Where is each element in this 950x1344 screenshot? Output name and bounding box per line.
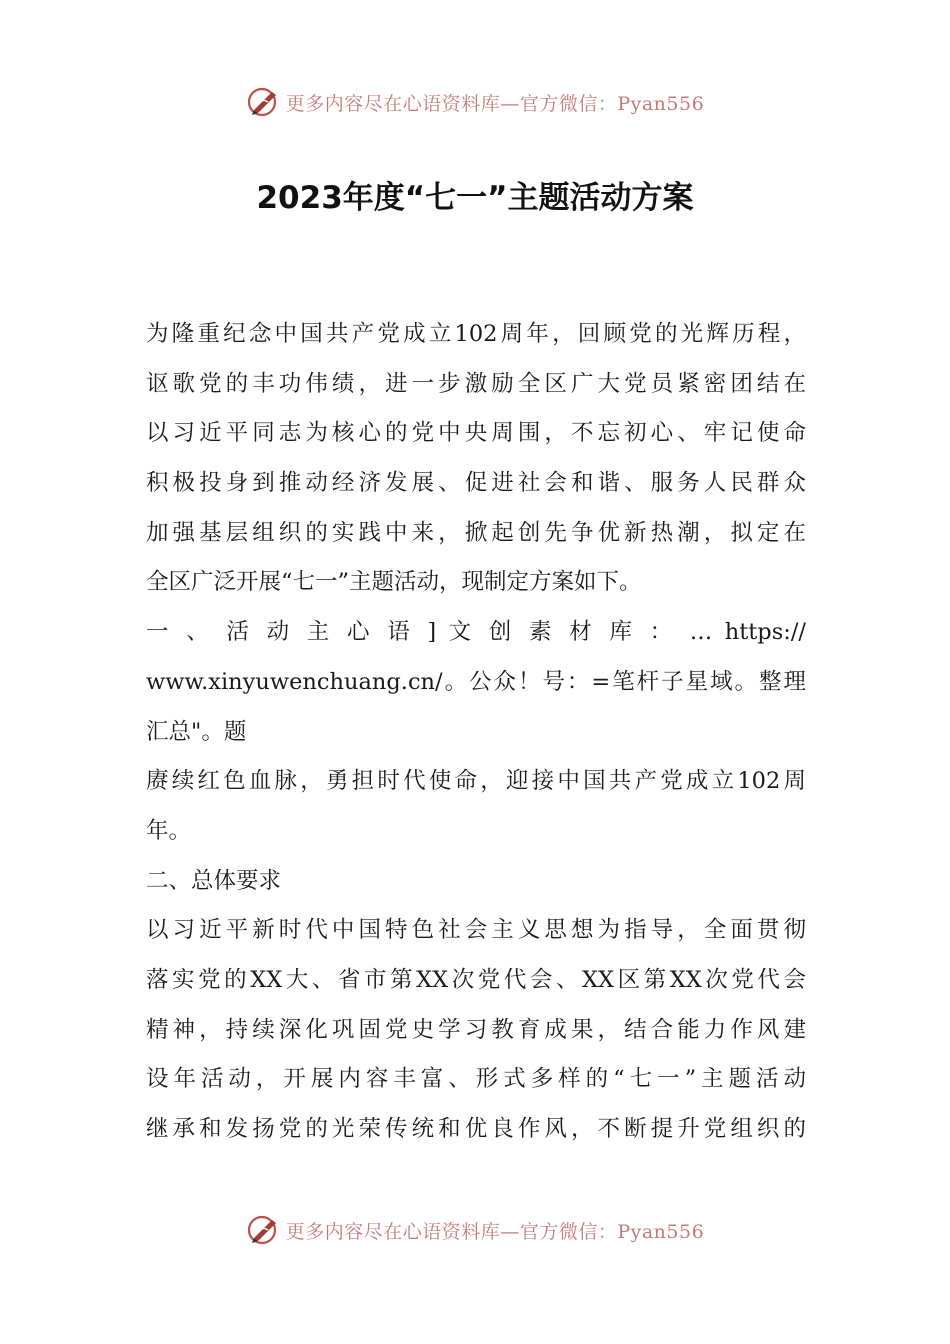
body-line: 汇总"。题	[146, 718, 247, 745]
pen-logo-icon	[246, 1212, 282, 1248]
document-title: 2023年度“七一”主题活动方案	[256, 180, 694, 216]
watermark-banner-top	[0, 82, 950, 122]
body-line: 以习近平同志为核心的党中央周围，不忘初心、牢记使命	[146, 420, 806, 447]
pen-logo-icon	[246, 84, 282, 120]
body-line: 为隆重纪念中国共产党成立102周年，回顾党的光辉历程，	[146, 321, 806, 347]
body-line: 积极投身到推动经济发展、促进社会和谐、服务人民群众	[146, 470, 806, 497]
body-line: 落实党的XX大、省市第XX次党代会、XX区第XX次党代会	[146, 966, 806, 993]
watermark-banner-bottom	[0, 1210, 950, 1250]
document-body	[146, 310, 806, 1155]
body-line: 继承和发扬党的光荣传统和优良作风，不断提升党组织的	[146, 1116, 806, 1142]
body-line: 全区广泛开展“七一”主题活动，现制定方案如下。	[146, 569, 642, 596]
body-line: 精神，持续深化巩固党史学习教育成果，结合能力作风建	[146, 1016, 806, 1043]
body-line: 加强基层组织的实践中来，掀起创先争优新热潮，拟定在	[146, 519, 806, 546]
section-heading-2: 二、总体要求	[146, 867, 282, 894]
watermark-content	[246, 84, 704, 120]
body-line: www.xinyuwenchuang.cn/。公众！号：=笔杆子星域。整理	[146, 668, 806, 695]
watermark-text: 更多内容尽在心语资料库—官方微信：Pyan556	[285, 1220, 705, 1243]
body-line: 年。	[146, 817, 192, 844]
body-line: 讴歌党的丰功伟绩，进一步激励全区广大党员紧密团结在	[146, 370, 806, 397]
section-heading-1: 一 、 活 动 主 心 语 ] 文 创 素 材 库 ： … https://	[146, 619, 806, 646]
body-line: 以习近平新时代中国特色社会主义思想为指导，全面贯彻	[146, 917, 806, 944]
watermark-text: 更多内容尽在心语资料库—官方微信：Pyan556	[285, 92, 705, 115]
body-line: 设年活动，开展内容丰富、形式多样的“七一”主题活动	[146, 1066, 806, 1093]
watermark-content	[246, 1212, 704, 1248]
body-line: 赓续红色血脉，勇担时代使命，迎接中国共产党成立102周	[146, 768, 806, 795]
